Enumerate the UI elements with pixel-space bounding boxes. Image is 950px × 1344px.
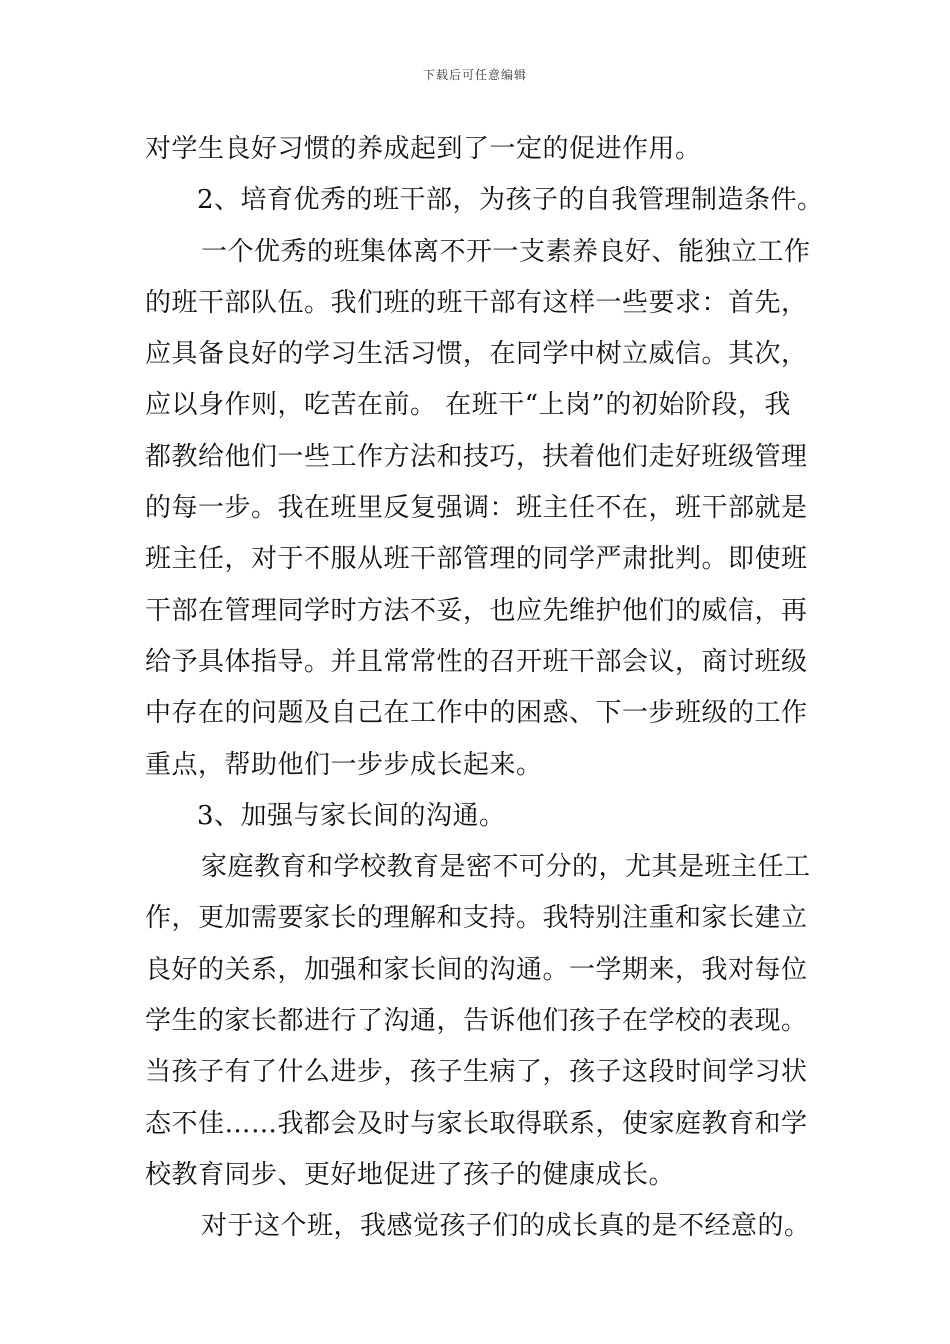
body-line-22: 对于这个班，我感觉孩子们的成长真的是不经意的。 <box>201 1211 811 1242</box>
body-line-11: 给予具体指导。并且常常性的召开班干部会议，商讨班级 <box>145 646 808 677</box>
body-line-5: 应具备良好的学习生活习惯，在同学中树立威信。其次， <box>145 339 808 370</box>
section-heading-3: 3、加强与家长间的沟通。 <box>197 800 506 831</box>
body-line-4: 的班干部队伍。我们班的班干部有这样一些要求：首先， <box>145 287 808 318</box>
document-body <box>145 127 824 1256</box>
body-line-3: 一个优秀的班集体离不开一支素养良好、能独立工作 <box>201 236 811 267</box>
body-line-8: 的每一步。我在班里反复强调：班主任不在，班干部就是 <box>145 493 808 524</box>
body-line-1: 对学生良好习惯的养成起到了一定的促进作用。 <box>145 134 702 164</box>
body-line-7: 都教给他们一些工作方法和技巧，扶着他们走好班级管理 <box>145 441 808 472</box>
body-line-20: 态不佳……我都会及时与家长取得联系，使家庭教育和学 <box>145 1108 808 1139</box>
page-header: 下载后可任意编辑 <box>422 68 527 82</box>
section-heading-2: 2、培育优秀的班干部，为孩子的自我管理制造条件。 <box>197 185 824 216</box>
body-line-10: 干部在管理同学时方法不妥，也应先维护他们的威信，再 <box>145 595 808 626</box>
body-line-17: 良好的关系，加强和家长间的沟通。一学期来，我对每位 <box>145 954 808 985</box>
body-line-16: 作，更加需要家长的理解和支持。我特别注重和家长建立 <box>145 903 808 934</box>
body-line-6: 应以身作则，吃苦在前。 在班干“上岗”的初始阶段，我 <box>145 390 791 421</box>
body-line-13: 重点，帮助他们一步步成长起来。 <box>145 749 543 780</box>
body-line-21: 校教育同步、更好地促进了孩子的健康成长。 <box>145 1159 676 1190</box>
body-line-15: 家庭教育和学校教育是密不可分的，尤其是班主任工 <box>201 852 811 883</box>
body-line-12: 中存在的问题及自己在工作中的困惑、下一步班级的工作 <box>145 698 808 729</box>
body-line-19: 当孩子有了什么进步，孩子生病了，孩子这段时间学习状 <box>145 1057 808 1088</box>
body-line-18: 学生的家长都进行了沟通，告诉他们孩子在学校的表现。 <box>145 1006 808 1037</box>
body-line-9: 班主任，对于不服从班干部管理的同学严肃批判。即使班 <box>145 544 808 575</box>
